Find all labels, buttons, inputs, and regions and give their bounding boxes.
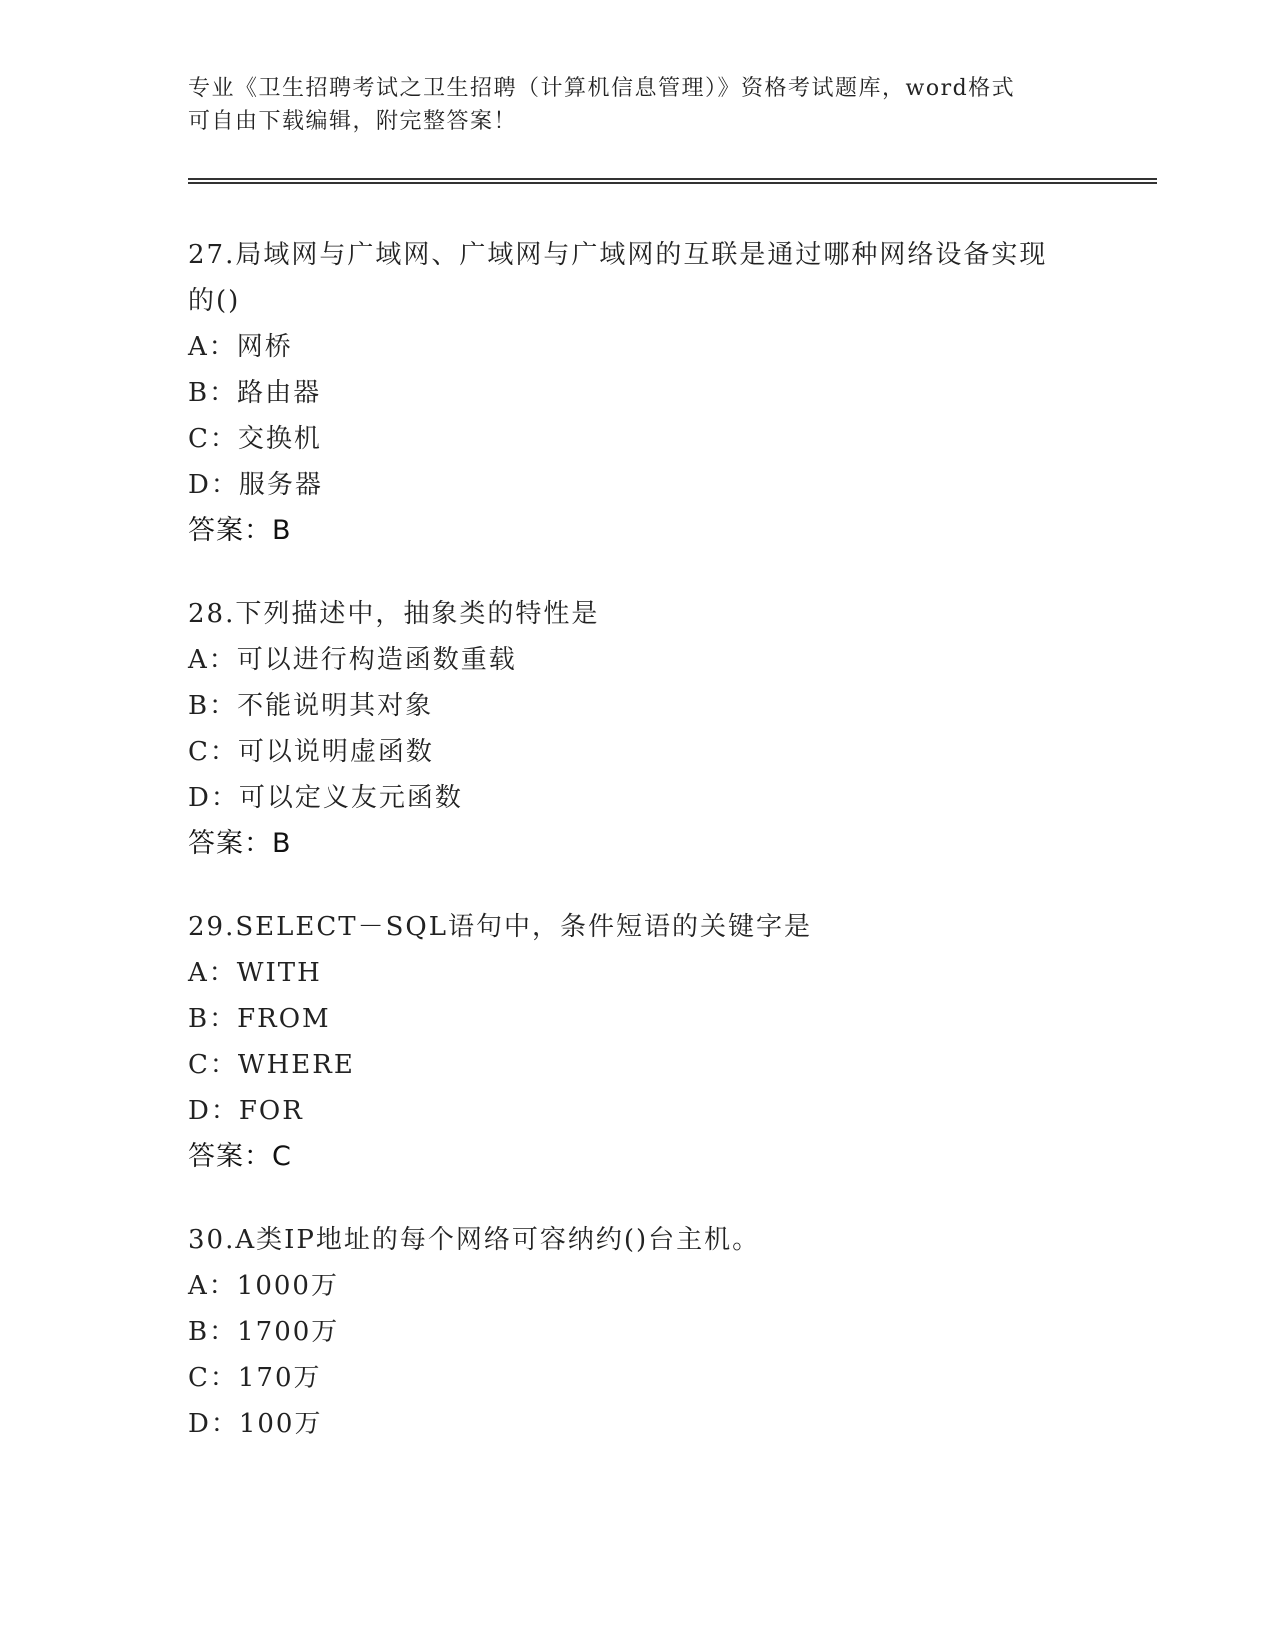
question-stem: 30.A类IP地址的每个网络可容纳约()台主机。 [188,1225,761,1255]
question-stem: 27.局域网与广域网、广域网与广域网的互联是通过哪种网络设备实现 [188,240,1048,270]
question-stem-continued: 的() [188,286,241,316]
question-list [188,232,1088,1484]
option-c: C：170万 [188,1363,322,1393]
option-a: A：1000万 [188,1271,339,1301]
answer-line: 答案：B [188,515,292,546]
answer-line: 答案：C [188,1141,292,1172]
option-a: A：可以进行构造函数重载 [188,645,517,675]
question-29 [188,904,1088,1180]
option-b: B：不能说明其对象 [188,691,434,721]
question-30 [188,1217,1088,1447]
question-stem: 29.SELECT－SQL语句中，条件短语的关键字是 [188,912,813,942]
question-28 [188,591,1088,867]
header-line-1: 专业《卫生招聘考试之卫生招聘（计算机信息管理）》资格考试题库，word格式 [188,76,1016,101]
question-27 [188,232,1088,554]
answer-line: 答案：B [188,828,292,859]
option-a: A：WITH [188,958,322,988]
option-d: D：100万 [188,1409,323,1439]
option-b: B：路由器 [188,378,322,408]
option-c: C：WHERE [188,1050,355,1080]
option-d: D：可以定义友元函数 [188,783,463,813]
option-c: C：交换机 [188,424,322,454]
header-line-2: 可自由下载编辑，附完整答案！ [188,109,518,134]
option-d: D：服务器 [188,470,323,500]
option-c: C：可以说明虚函数 [188,737,434,767]
document-header [188,72,1068,138]
question-stem: 28.下列描述中，抽象类的特性是 [188,599,600,629]
header-divider [188,178,1157,184]
option-a: A：网桥 [188,332,293,362]
option-d: D：FOR [188,1096,304,1126]
option-b: B：1700万 [188,1317,340,1347]
option-b: B：FROM [188,1004,331,1034]
